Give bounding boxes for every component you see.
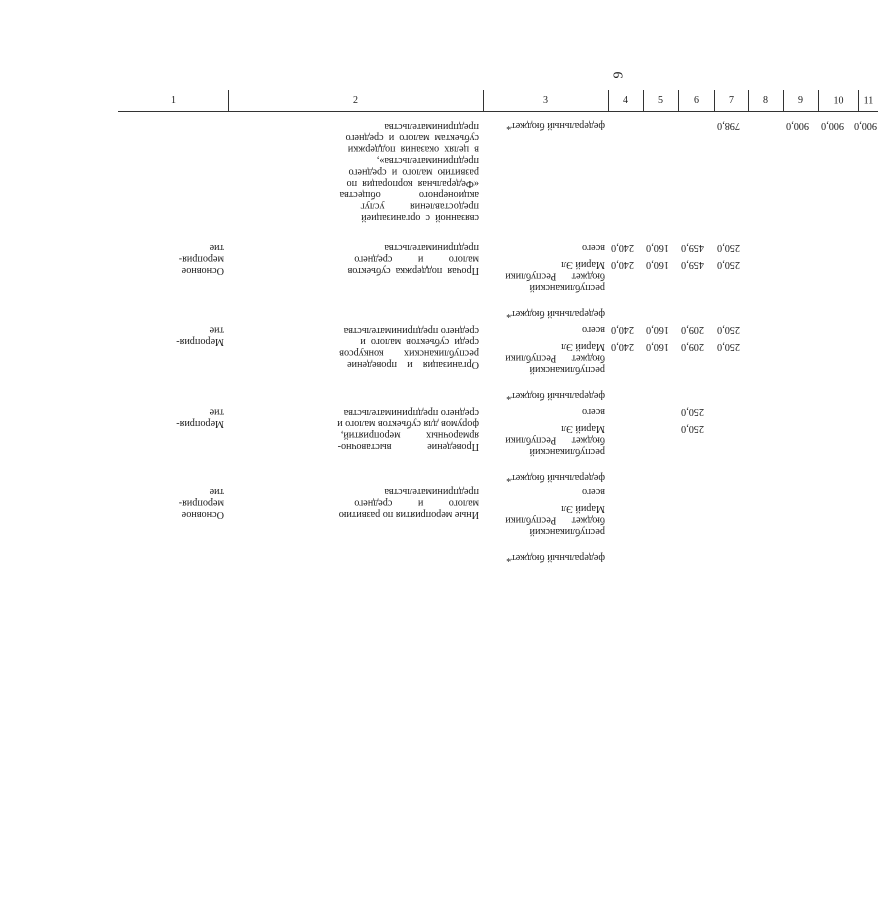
column-header-label: 8 xyxy=(763,95,768,107)
funding-value-c7: 250,0 xyxy=(717,242,740,254)
funding-value-c6: 459,0 xyxy=(681,259,704,271)
funding-source xyxy=(486,242,605,253)
text-line: федеральный бюджет* xyxy=(506,308,605,320)
text-line: ярмарочных мероприятий, xyxy=(340,429,479,441)
column-header-label: 2 xyxy=(353,95,358,107)
column-header-5 xyxy=(643,90,678,112)
text-line: предпринимательства xyxy=(384,486,479,498)
text-line: малого и среднего xyxy=(354,253,479,265)
funding-value-c10: 900,0 xyxy=(821,120,844,132)
column-header-8 xyxy=(748,90,783,112)
funding-source xyxy=(486,423,605,457)
funding-source xyxy=(486,486,605,497)
text-line: мероприя- xyxy=(178,497,224,509)
text-line: тие xyxy=(209,242,224,254)
funding-value-c5: 160,0 xyxy=(646,259,669,271)
event-type-label xyxy=(122,486,224,520)
text-line: акционерного общества xyxy=(339,188,479,200)
page-number: 9 xyxy=(611,71,626,79)
column-header-1 xyxy=(118,90,228,112)
column-header-label: 4 xyxy=(623,95,628,107)
text-line: Марий Эл xyxy=(561,423,605,435)
text-line: республиканский xyxy=(529,526,605,538)
funding-value-c4: 240,0 xyxy=(611,324,634,336)
funding-value-c4: 240,0 xyxy=(611,259,634,271)
column-header-2 xyxy=(228,90,483,112)
column-header-label: 3 xyxy=(543,95,548,107)
text-line: субъектам малого и среднего xyxy=(345,131,479,143)
event-name xyxy=(232,324,479,370)
funding-value-c6: 459,0 xyxy=(681,242,704,254)
column-header-4 xyxy=(608,90,643,112)
text-line: предоставления услуг xyxy=(360,200,479,212)
funding-value-c7: 250,0 xyxy=(717,259,740,271)
text-line: Марий Эл xyxy=(561,503,605,515)
funding-source xyxy=(486,120,605,131)
event-type-label xyxy=(122,324,224,347)
funding-value-c7: 250,0 xyxy=(717,341,740,353)
funding-value-c5: 160,0 xyxy=(646,324,669,336)
text-line: среди субъектов малого и xyxy=(360,335,479,347)
column-header-10 xyxy=(818,90,858,112)
funding-source xyxy=(486,503,605,537)
event-type-label xyxy=(122,242,224,276)
funding-source xyxy=(486,390,605,401)
text-line: развитию малого и среднего xyxy=(348,165,479,177)
funding-source xyxy=(486,341,605,375)
funding-source xyxy=(486,552,605,563)
text-line: в целях оказания поддержки xyxy=(347,143,479,155)
funding-value-c4: 240,0 xyxy=(611,341,634,353)
event-name xyxy=(232,406,479,452)
text-line: Проведение выставочно- xyxy=(337,440,479,452)
text-line: Организация и проведение xyxy=(347,358,479,370)
funding-value-c6: 250,0 xyxy=(681,423,704,435)
text-line: Марий Эл xyxy=(561,341,605,353)
text-line: предпринимательства xyxy=(384,242,479,254)
text-line: республиканский xyxy=(529,364,605,376)
funding-value-c7: 798,0 xyxy=(717,120,740,132)
text-line: бюджет Республики xyxy=(505,434,605,446)
text-line: Марий Эл xyxy=(561,259,605,271)
funding-source xyxy=(486,308,605,319)
text-line: форумов для субъектов малого и xyxy=(337,417,479,429)
text-line: Основное xyxy=(181,265,224,277)
column-header-3 xyxy=(483,90,608,112)
event-type-label xyxy=(122,406,224,429)
funding-value-c9: 900,0 xyxy=(786,120,809,132)
column-header-label: 11 xyxy=(863,95,873,107)
column-header-9 xyxy=(783,90,818,112)
column-header-label: 5 xyxy=(658,95,663,107)
text-line: бюджет Республики xyxy=(505,270,605,282)
text-line: Прочая поддержка субъектов xyxy=(347,265,479,277)
funding-value-c5: 160,0 xyxy=(646,341,669,353)
text-line: связанной с организацией xyxy=(361,211,479,223)
funding-value-c11: 900,0 xyxy=(854,120,877,132)
funding-source xyxy=(486,406,605,417)
funding-value-c6: 209,0 xyxy=(681,341,704,353)
text-line: республиканских конкурсов xyxy=(339,347,479,359)
text-line: тие xyxy=(209,324,224,336)
text-line: среднего предпринимательства xyxy=(343,324,479,336)
text-line: бюджет Республики xyxy=(505,352,605,364)
text-line: федеральный бюджет* xyxy=(506,120,605,132)
text-line: республиканский xyxy=(529,282,605,294)
text-line: бюджет Республики xyxy=(505,514,605,526)
text-line: всего xyxy=(582,324,605,336)
column-header-6 xyxy=(678,90,714,112)
text-line: Мероприя- xyxy=(176,417,224,429)
text-line: тие xyxy=(209,406,224,418)
text-line: среднего предпринимательства xyxy=(343,406,479,418)
funding-value-c6: 250,0 xyxy=(681,406,704,418)
text-line: Мероприя- xyxy=(176,335,224,347)
column-header-11 xyxy=(858,90,878,112)
text-line: федеральный бюджет* xyxy=(506,552,605,564)
text-line: тие xyxy=(209,486,224,498)
text-line: малого и среднего xyxy=(354,497,479,509)
event-name xyxy=(232,486,479,520)
text-line: республиканский xyxy=(529,446,605,458)
text-line: федеральный бюджет* xyxy=(506,390,605,402)
funding-value-c7: 250,0 xyxy=(717,324,740,336)
funding-source xyxy=(486,472,605,483)
funding-source xyxy=(486,259,605,293)
funding-value-c5: 160,0 xyxy=(646,242,669,254)
text-line: всего xyxy=(582,406,605,418)
event-name xyxy=(232,242,479,276)
funding-source xyxy=(486,324,605,335)
column-header-label: 7 xyxy=(728,95,734,107)
text-line: мероприя- xyxy=(178,253,224,265)
column-header-label: 6 xyxy=(693,95,699,107)
text-line: всего xyxy=(582,486,605,498)
text-line: всего xyxy=(582,242,605,254)
budget-table xyxy=(118,90,877,848)
text-line: предпринимательства», xyxy=(376,154,479,166)
text-line: Иные мероприятия по развитию xyxy=(338,509,479,521)
text-line: федеральный бюджет* xyxy=(506,472,605,484)
column-header-label: 9 xyxy=(798,95,803,107)
funding-value-c4: 240,0 xyxy=(611,242,634,254)
column-header-label: 10 xyxy=(833,95,843,107)
text-line: предпринимательства xyxy=(384,120,479,132)
column-header-7 xyxy=(714,90,748,112)
event-name xyxy=(232,120,479,223)
text-line: «Федеральная корпорация по xyxy=(346,177,479,189)
column-header-label: 1 xyxy=(170,95,176,107)
funding-value-c6: 209,0 xyxy=(681,324,704,336)
text-line: Основное xyxy=(181,509,224,521)
